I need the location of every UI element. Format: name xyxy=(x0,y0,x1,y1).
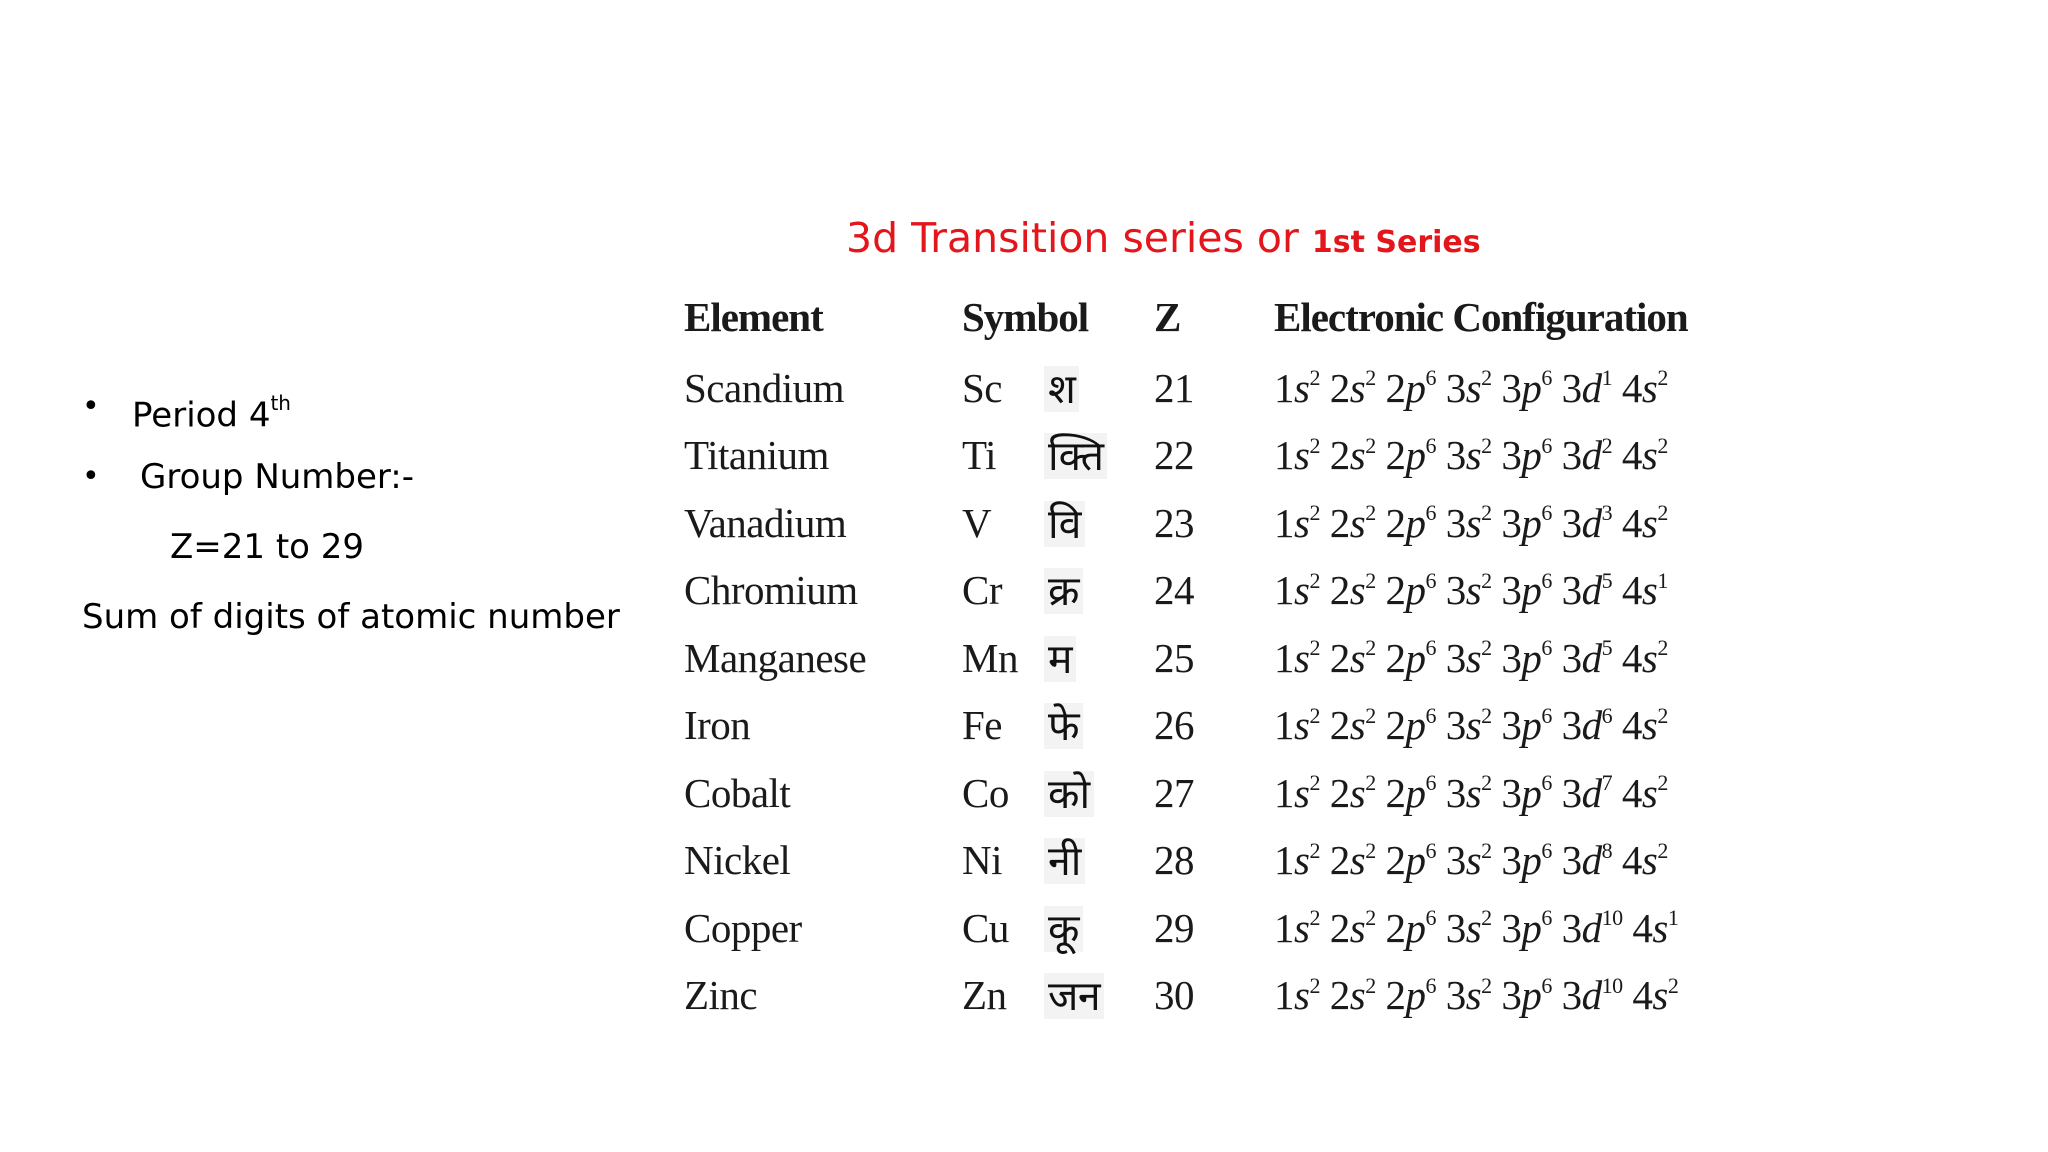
element-name: Titanium xyxy=(684,432,829,479)
element-symbol: Cr xyxy=(962,567,1002,614)
table-row xyxy=(684,827,1764,895)
element-symbol: Fe xyxy=(962,702,1002,749)
atomic-number: 22 xyxy=(1154,432,1194,479)
s-electrons: 2 xyxy=(1657,837,1668,863)
d-electrons: 10 xyxy=(1601,972,1623,998)
element-symbol: Cu xyxy=(962,904,1009,951)
table-row xyxy=(684,489,1764,557)
s-electrons: 2 xyxy=(1657,770,1668,796)
element-name: Chromium xyxy=(684,567,858,614)
element-name: Manganese xyxy=(684,634,867,681)
d-electrons: 10 xyxy=(1601,905,1623,931)
electronic-configuration: $1s^2$ $2s^2$ $2p^6$ $3s^2$ $3p^6$ $3d^2$ $4s^2$ xyxy=(1274,432,1668,479)
d-electrons: 6 xyxy=(1601,702,1613,728)
hindi-mnemonic: जन xyxy=(1044,973,1104,1019)
table-header-row xyxy=(684,280,1764,354)
bullet-group xyxy=(82,442,662,512)
bullet-period xyxy=(82,372,662,442)
element-symbol: Co xyxy=(962,769,1009,816)
atomic-number: 24 xyxy=(1154,567,1194,614)
electronic-configuration: $1s^2$ $2s^2$ $2p^6$ $3s^2$ $3p^6$ $3d^{10}$ $4s^1$ xyxy=(1274,904,1679,951)
element-name: Nickel xyxy=(684,837,791,884)
table-row xyxy=(684,557,1764,625)
header-config: Electronic Configuration xyxy=(1274,294,1688,340)
hindi-mnemonic: क्ति xyxy=(1044,433,1107,479)
hindi-mnemonic: श xyxy=(1044,366,1079,412)
s-electrons: 2 xyxy=(1667,972,1679,998)
electronic-configuration: $1s^2$ $2s^2$ $2p^6$ $3s^2$ $3p^6$ $3d^5$ $4s^2$ xyxy=(1274,634,1668,681)
table-row xyxy=(684,624,1764,692)
electronic-configuration: $1s^2$ $2s^2$ $2p^6$ $3s^2$ $3p^6$ $3d^6$ $4s^2$ xyxy=(1274,702,1668,749)
element-name: Vanadium xyxy=(684,499,847,546)
z-range: Z=21 to 29 xyxy=(170,527,365,567)
d-electrons: 5 xyxy=(1601,567,1613,593)
s-electrons: 2 xyxy=(1657,702,1668,728)
element-name: Scandium xyxy=(684,364,844,411)
table-body xyxy=(684,354,1764,1029)
atomic-number: 29 xyxy=(1154,904,1194,951)
hindi-mnemonic: क्र xyxy=(1044,568,1083,614)
atomic-number: 30 xyxy=(1154,972,1194,1019)
hindi-mnemonic: वि xyxy=(1044,501,1085,547)
element-symbol: Mn xyxy=(962,634,1018,681)
element-name: Cobalt xyxy=(684,769,791,816)
d-electrons: 3 xyxy=(1601,500,1613,526)
atomic-number: 28 xyxy=(1154,837,1194,884)
element-name: Zinc xyxy=(684,972,758,1019)
bullet-dot-icon: • xyxy=(82,389,100,424)
element-symbol: Ni xyxy=(962,837,1002,884)
table-row xyxy=(684,422,1764,490)
element-symbol: Sc xyxy=(962,364,1002,411)
series-title-main: 3d Transition series or xyxy=(846,214,1312,262)
d-electrons: 8 xyxy=(1601,837,1613,863)
hindi-mnemonic: को xyxy=(1044,771,1094,817)
atomic-number: 27 xyxy=(1154,769,1194,816)
electronic-configuration: $1s^2$ $2s^2$ $2p^6$ $3s^2$ $3p^6$ $3d^1$ $4s^2$ xyxy=(1274,364,1668,411)
table-row xyxy=(684,759,1764,827)
header-element: Element xyxy=(684,294,823,340)
table-row xyxy=(684,354,1764,422)
atomic-number: 21 xyxy=(1154,364,1194,411)
d-electrons: 1 xyxy=(1601,365,1613,391)
table-row xyxy=(684,692,1764,760)
s-electrons: 2 xyxy=(1657,365,1668,391)
element-symbol: V xyxy=(962,499,992,546)
hindi-mnemonic: कू xyxy=(1044,906,1083,952)
elements-table xyxy=(684,280,1764,1029)
header-symbol: Symbol xyxy=(962,294,1089,340)
element-name: Iron xyxy=(684,702,751,749)
header-z: Z xyxy=(1154,294,1181,340)
series-title xyxy=(846,208,1481,273)
atomic-number: 23 xyxy=(1154,499,1194,546)
electronic-configuration: $1s^2$ $2s^2$ $2p^6$ $3s^2$ $3p^6$ $3d^7$ $4s^2$ xyxy=(1274,769,1668,816)
hindi-mnemonic: म xyxy=(1044,636,1076,682)
table-row xyxy=(684,894,1764,962)
s-electrons: 1 xyxy=(1667,905,1679,931)
electronic-configuration: $1s^2$ $2s^2$ $2p^6$ $3s^2$ $3p^6$ $3d^8$ $4s^2$ xyxy=(1274,837,1668,884)
s-electrons: 2 xyxy=(1657,500,1668,526)
element-symbol: Ti xyxy=(962,432,996,479)
hindi-mnemonic: फे xyxy=(1044,703,1083,749)
electronic-configuration: $1s^2$ $2s^2$ $2p^6$ $3s^2$ $3p^6$ $3d^5$ $4s^1$ xyxy=(1274,567,1668,614)
sum-note: Sum of digits of atomic number xyxy=(82,597,620,637)
electronic-configuration: $1s^2$ $2s^2$ $2p^6$ $3s^2$ $3p^6$ $3d^3$ $4s^2$ xyxy=(1274,499,1668,546)
d-electrons: 7 xyxy=(1601,770,1613,796)
period-superscript: th xyxy=(270,391,291,415)
element-symbol: Zn xyxy=(962,972,1007,1019)
hindi-mnemonic: नी xyxy=(1044,838,1085,884)
series-title-small: 1st Series xyxy=(1311,225,1481,260)
atomic-number: 25 xyxy=(1154,634,1194,681)
group-label: Group Number:- xyxy=(140,457,415,497)
element-name: Copper xyxy=(684,904,802,951)
notes-panel xyxy=(82,372,662,652)
period-label: Period 4 xyxy=(132,395,271,436)
atomic-number: 26 xyxy=(1154,702,1194,749)
bullet-dot-icon: • xyxy=(82,459,100,494)
s-electrons: 2 xyxy=(1657,432,1668,458)
d-electrons: 2 xyxy=(1601,432,1613,458)
s-electrons: 2 xyxy=(1657,635,1668,661)
s-electrons: 1 xyxy=(1657,567,1668,593)
d-electrons: 5 xyxy=(1601,635,1613,661)
electronic-configuration: $1s^2$ $2s^2$ $2p^6$ $3s^2$ $3p^6$ $3d^{10}$ $4s^2$ xyxy=(1274,972,1679,1019)
table-row xyxy=(684,962,1764,1030)
